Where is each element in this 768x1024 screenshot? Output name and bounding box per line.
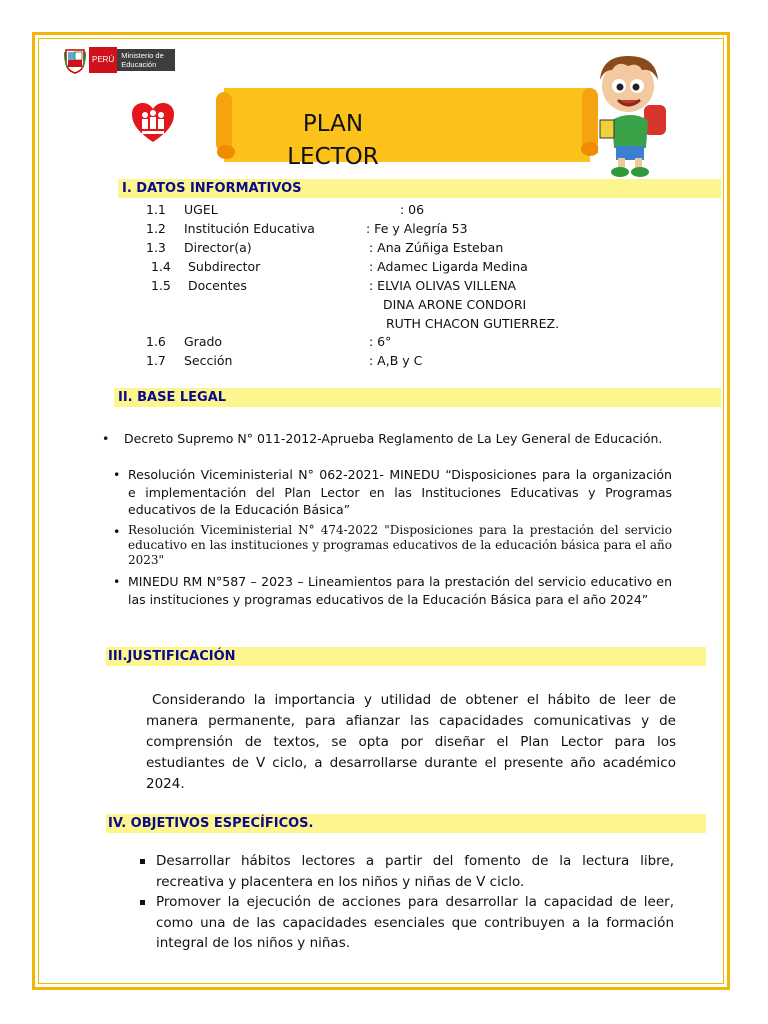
info-label: Institución Educativa [184,221,315,236]
info-value: : 06 [400,202,425,217]
square-bullet-icon [140,900,145,905]
peru-shield-icon [64,46,86,74]
ministry-logo [64,43,182,77]
objective-text: Promover la ejecución de acciones para desarrollar la capacidad de leer, como una de las capacidades esenciales que contribuyen a la formación integral de los niños y niñas. [156,894,674,951]
title-line-1: PLAN [302,111,364,137]
legal-item-text: Resolución Viceministerial N° 474-2022 "Disposiciones para la prestación del servicio educativo en las instituciones y programas educativos de la educación básica para el año 2023" [128,523,672,567]
info-value: : Ana Zúñiga Esteban [369,240,504,255]
section-heading-objetivos: IV. OBJETIVOS ESPECÍFICOS. [106,814,706,833]
info-num: 1.2 [146,221,166,236]
info-value: : 6° [369,334,392,349]
info-num: 1.7 [146,353,166,368]
info-value: : ELVIA OLIVAS VILLENA [369,278,517,293]
info-num: 1.3 [146,240,166,255]
info-label: Director(a) [184,240,252,255]
child-reading-icon [582,50,682,180]
square-bullet-icon [140,859,145,864]
info-num: 1.6 [146,334,166,349]
info-value: : A,B y C [369,353,423,368]
justification-paragraph: Considerando la importancia y utilidad de obtener el hábito de leer de manera permanente, para afianzar las capacidades comunicativas y de comprensión de textos, se opta por diseñar el Plan Lector para los estudiantes de V ciclo, a desarrollarse durante el presente año académico 2024. [146,692,676,792]
bullet-icon: • [113,524,121,539]
section-heading-base-legal: II. BASE LEGAL [114,388,721,407]
title-line-2: LECTOR [287,144,379,170]
bullet-icon: • [102,431,110,446]
bullet-icon: • [113,574,121,589]
ministry-label: Ministerio de Educación [117,49,175,71]
legal-item [114,573,672,608]
legal-item [114,466,672,519]
bullet-icon: • [113,467,121,482]
info-label: Docentes [188,278,247,293]
legal-item [114,523,672,568]
legal-item-text: MINEDU RM N°587 – 2023 – Lineamientos para la prestación del servicio educativo en las instituciones y programas educativos de la Educación Básica para el año 2024” [128,574,672,607]
info-value: : Adamec Ligarda Medina [369,259,528,274]
objective-item [156,851,674,892]
info-num: 1.5 [151,278,171,293]
legal-item [102,430,672,448]
objective-text: Desarrollar hábitos lectores a partir del fomento de la lectura libre, recreativa y placentera en los niños y niñas de V ciclo. [156,853,674,890]
legal-item-text: Decreto Supremo N° 011-2012-Aprueba Reglamento de La Ley General de Educación. [124,431,663,446]
info-label: Grado [184,334,223,349]
peru-label: PERÚ [89,47,117,73]
info-value: RUTH CHACON GUTIERREZ. [386,316,560,331]
info-num: 1.1 [146,202,166,217]
objective-item [156,892,674,954]
info-label: Subdirector [188,259,261,274]
info-value: : Fe y Alegría 53 [366,221,468,236]
section-heading-justificacion: III.JUSTIFICACIÓN [106,647,706,666]
info-label: Sección [184,353,233,368]
legal-item-text: Resolución Viceministerial N° 062-2021- MINEDU “Disposiciones para la organización e implementación del Plan Lector en las Instituciones Educativas y Programas educativos de la Educación Básica” [128,467,672,517]
info-value: DINA ARONE CONDORI [383,297,527,312]
section-heading-datos: I. DATOS INFORMATIVOS [118,179,721,198]
fe-y-alegria-logo-icon [130,100,176,146]
info-label: UGEL [184,202,218,217]
info-num: 1.4 [151,259,171,274]
